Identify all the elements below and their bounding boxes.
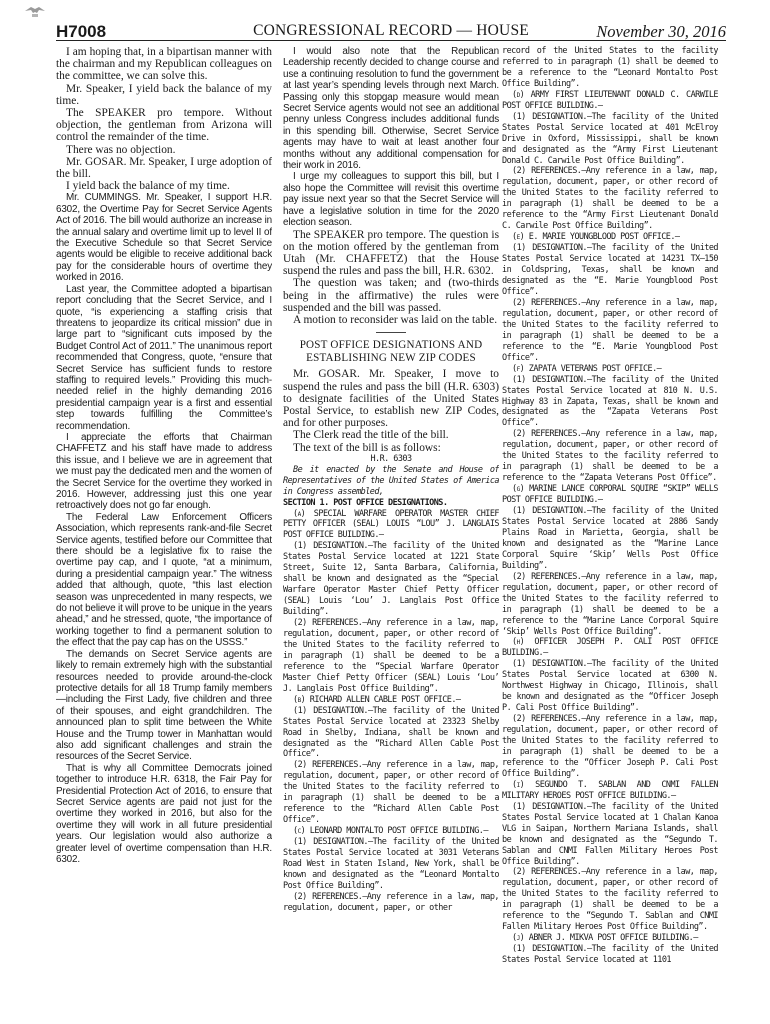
paragraph: The SPEAKER pro tempore. Without objection, the gentleman from Arizona will control the remainder of the time. [56, 107, 272, 144]
bill-paragraph: (1) DESIGNATION.—The facility of the United States Postal Service located at 810 N. U.S. Highway 83 in Zapata, Texas, shall be known and designated as the “Zapata Veterans Post Office”. [502, 374, 718, 429]
section-heading: POST OFFICE DESIGNATIONS AND ESTABLISHING NEW ZIP CODES [299, 339, 483, 364]
column-right [502, 46, 718, 1000]
column-left [56, 46, 272, 1000]
paragraph: The text of the bill is as follows: [293, 441, 441, 454]
subsection-heading: (d) ARMY FIRST LIEUTENANT DONALD C. CARWILE POST OFFICE BUILDING.— [502, 89, 718, 111]
paragraph: The question was taken; and (two-thirds being in the affirmative) the rules were suspended and the bill was passed. [283, 277, 499, 314]
subsection-heading: (b) RICHARD ALLEN CABLE POST OFFICE.— [293, 694, 461, 705]
paragraph: Mr. Speaker, I yield back the balance of my time. [56, 82, 272, 107]
page-number: H7008 [56, 22, 107, 41]
section-divider [376, 332, 406, 333]
subsection-heading: (a) SPECIAL WARFARE OPERATOR MASTER CHIEF PETTY OFFICER (SEAL) LOUIS “LOU” J. LANGLAIS POST OFFICE BUILDING.— [283, 508, 499, 541]
bill-paragraph: (1) DESIGNATION.—The facility of the United States Postal Service located at 1221 State Street, Suite 12, Santa Barbara, California, shall be known and designated as the “Special Warfare Operator Master Chief Petty Officer (SEAL) Louis ‘Lou’ J. Langlais Post Office Building”. [283, 541, 499, 618]
subsection-heading: (f) ZAPATA VETERANS POST OFFICE.— [512, 363, 662, 374]
paragraph: I would also note that the Republican Leadership recently decided to change course and use a continuing resolution to fund the government at last year’s spending levels through next March. Passing only this stopgap measure would mean Secret Service agents would not see an additional penny unless Congress includes additional funds in this spending bill. Otherwise, Secret Service agents may have to wait at least another four months without any additional compensation for their work in 2016. [283, 46, 499, 172]
paragraph: Mr. GOSAR. Mr. Speaker, I urge adoption of the bill. [56, 155, 272, 181]
bill-paragraph: (1) DESIGNATION.—The facility of the United States Postal Service located at 2886 Sandy Plains Road in Marietta, Georgia, shall be known and designated as the “Marine Lance Corporal Squire ‘Skip’ Wells Post Office Building”. [502, 506, 718, 571]
paragraph: There was no objection. [66, 143, 176, 156]
paragraph: Mr. CUMMINGS. Mr. Speaker, I support H.R. 6302, the Overtime Pay for Secret Service Agents Act of 2016. The bill would authorize an increase in the annual salary and overtime limit up to level II of the Executive Schedule so that Secret Service agents would be eligible to receive additional back pay for the considerable hours of overtime they worked in 2016. [56, 192, 272, 284]
paragraph: The SPEAKER pro tempore. The question is on the motion offered by the gentleman from Utah (Mr. CHAFFETZ) that the House suspend the rules and pass the bill, H.R. 6302. [283, 228, 499, 278]
subsection-heading: (e) E. MARIE YOUNGBLOOD POST OFFICE.— [512, 232, 680, 243]
paragraph: Mr. GOSAR. Mr. Speaker, I move to suspend the rules and pass the bill (H.R. 6303) to designate facilities of the United States Postal Service, to establish new ZIP Codes, and for other purposes. [283, 368, 499, 430]
header-rule [56, 40, 726, 41]
subsection-heading: (c) LEONARD MONTALTO POST OFFICE BUILDING.— [293, 826, 488, 837]
issue-date: November 30, 2016 [596, 22, 726, 41]
paragraph: Last year, the Committee adopted a bipartisan report concluding that the Secret Service, and I quote, “is experiencing a staffing crisis that threatens to jeopardize its critical mission” due in large part to “significant cuts imposed by the Budget Control Act of 2011.” The unanimous report recommended that Congress, quote, “ensure that Secret Service has sufficient funds to restore staffing to required levels.” Providing this much-needed relief in the highly demanding 2016 presidential campaign year is a first and essential step towards fulfilling the Committee’s recommendation. [56, 283, 272, 432]
gpo-eagle-logo-icon [24, 4, 46, 18]
bill-paragraph: (2) REFERENCES.—Any reference in a law, map, regulation, document, paper, or other record of the United States to the facility referred to in paragraph (1) shall be deemed to be a reference to the “Army First Lieutenant Donald C. Carwile Post Office Building”. [502, 166, 718, 232]
bill-paragraph: (1) DESIGNATION.—The facility of the United States Postal Service located at 1 Chalan Kanoa VLG in Saipan, Northern Mariana Islands, shall be known and designated as the “Segundo T. Sablan and CNMI Fallen Military Heroes Post Office Building”. [502, 801, 718, 867]
publication-title: CONGRESSIONAL RECORD — HOUSE [253, 22, 529, 39]
bill-paragraph: (2) REFERENCES.—Any reference in a law, map, regulation, document, paper, or other record of the United States to the facility referred to in paragraph (1) shall be deemed to be a reference to the “E. Marie Youngblood Post Office”. [502, 297, 718, 363]
column-middle [283, 46, 499, 1000]
bill-paragraph: (1) DESIGNATION.—The facility of the United States Postal Service located at 1101 [502, 944, 718, 966]
paragraph: The Clerk read the title of the bill. [293, 429, 449, 442]
bill-number: H.R. 6303 [370, 453, 412, 464]
bill-paragraph: (1) DESIGNATION.—The facility of the United States Postal Service located at 3031 Veterans Road West in Staten Island, New York, shall be known and designated as the “Leonard Montalto Post Office Building”. [283, 837, 499, 891]
bill-paragraph: (1) DESIGNATION.—The facility of the United States Postal Service located at 401 McElroy Drive in Oxford, Mississippi, shall be known and designated as the “Army First Lieutenant Donald C. Carwile Post Office Building”. [502, 111, 718, 166]
paragraph: I appreciate the efforts that Chairman CHAFFETZ and his staff have made to address this issue, and I believe we are in agreement that we must pay the dedicated men and the women of the Secret Service for the overtime they worked in 2016. However, addressing just this one year retroactively does not go far enough. [56, 431, 272, 512]
paragraph: I urge my colleagues to support this bill, but I also hope the Committee will revisit this overtime pay issue next year so that the Secret Service will have a legislative solution in time for the 2020 election season. [283, 171, 499, 229]
bill-paragraph: (2) REFERENCES.—Any reference in a law, map, regulation, document, paper, or other record of the United States to the facility referred to in paragraph (1) shall be deemed to be a reference to the “Marine Lance Corporal Squire ‘Skip’ Wells Post Office Building”. [502, 571, 718, 637]
bill-paragraph: (2) REFERENCES.—Any reference in a law, map, regulation, document, paper, or other record of the United States to the facility referred to in paragraph (1) shall be deemed to be a reference to the “Richard Allen Cable Post Office”. [283, 760, 499, 826]
page-header [56, 22, 726, 46]
paragraph: I yield back the balance of my time. [66, 180, 230, 193]
bill-paragraph: (1) DESIGNATION.—The facility of the United States Postal Service located at 14231 TX–150 in Coldspring, Texas, shall be known and designated as the “E. Marie Youngblood Post Office”. [502, 243, 718, 297]
subsection-heading: (g) MARINE LANCE CORPORAL SQUIRE “SKIP” WELLS POST OFFICE BUILDING.— [502, 484, 718, 506]
bill-paragraph: (2) REFERENCES.—Any reference in a law, map, regulation, document, paper, or other record of the United States to the facility referred to in paragraph (1) shall be deemed to be a reference to the “Zapata Veterans Post Office”. [502, 429, 718, 484]
enacting-clause: Be it enacted by the Senate and House of Representatives of the United States of America in Congress assembled, [283, 464, 499, 497]
paragraph: That is why all Committee Democrats joined together to introduce H.R. 6318, the Fair Pay for Presidential Protection Act of 2016, to ensure that Secret Service agents are paid not just for the overtime they worked in 2016, but also for the overtime they will work in all future presidential years. Our legislation would also authorize a greater level of overtime compensation than H.R. 6302. [56, 762, 272, 865]
bill-paragraph: record of the United States to the facility referred to in paragraph (1) shall be deemed to be a reference to the “Leonard Montalto Post Office Building”. [502, 46, 718, 89]
subsection-heading: (h) OFFICER JOSEPH P. CALI POST OFFICE BUILDING.— [502, 637, 718, 659]
paragraph: The Federal Law Enforcement Officers Association, which represents rank-and-file Secret Service agents, testified before our Committee that there should be a legislative fix to raise the overtime pay cap, and I quote, “at a minimum, during a presidential campaign year.” The witness added that although, quote, “this last election season was unprecedented in many respects, we do not believe it will prove to be unique in the years ahead,” and he stressed, quote, “the importance of working together to find a permanent solution to the effect that the pay cap has on the USSS.” [56, 511, 272, 649]
bill-paragraph: (2) REFERENCES.—Any reference in a law, map, regulation, document, paper, or other [283, 891, 499, 913]
subsection-heading: (j) ABNER J. MIKVA POST OFFICE BUILDING.— [512, 933, 698, 944]
bill-paragraph: (2) REFERENCES.—Any reference in a law, map, regulation, document, paper, or other record of the United States to the facility referred to in paragraph (1) shall be deemed to be a reference to the “Segundo T. Sablan and CNMI Fallen Military Heroes Post Office Building”. [502, 867, 718, 933]
paragraph: A motion to reconsider was laid on the table. [293, 313, 498, 326]
paragraph: I am hoping that, in a bipartisan manner with the chairman and my Republican colleagues on the committee, we can solve this. [56, 46, 272, 83]
bill-paragraph: (2) REFERENCES.—Any reference in a law, map, regulation, document, paper, or other record of the United States to the facility referred to in paragraph (1) shall be deemed to be a reference to the “Special Warfare Operator Master Chief Petty Officer (SEAL) Louis ‘Lou’ J. Langlais Post Office Building”. [283, 618, 499, 694]
section-title: SECTION 1. POST OFFICE DESIGNATIONS. [283, 497, 448, 508]
paragraph: The demands on Secret Service agents are likely to remain extremely high with the substantial resources needed to provide around-the-clock protective details for all 18 Trump family members—including the First Lady, five children and three of their spouses, and eight grandchildren. The announced plan to split time between the White House and the Trump tower in Manhattan would also add significant challenges and strain the resources of the Secret Service. [56, 648, 272, 763]
subsection-heading: (i) SEGUNDO T. SABLAN AND CNMI FALLEN MILITARY HEROES POST OFFICE BUILDING.— [502, 779, 718, 801]
bill-paragraph: (2) REFERENCES.—Any reference in a law, map, regulation, document, paper, or other record of the United States to the facility referred to in paragraph (1) shall be deemed to be a reference to the “Officer Joseph P. Cali Post Office Building”. [502, 714, 718, 779]
bill-paragraph: (1) DESIGNATION.—The facility of the United States Postal Service located at 6300 N. Northwest Highway in Chicago, Illinois, shall be known and designated as the “Officer Joseph P. Cali Post Office Building”. [502, 659, 718, 714]
bill-paragraph: (1) DESIGNATION.—The facility of the United States Postal Service located at 23323 Shelby Road in Shelby, Indiana, shall be known and designated as the “Richard Allen Cable Post Office”. [283, 705, 499, 760]
